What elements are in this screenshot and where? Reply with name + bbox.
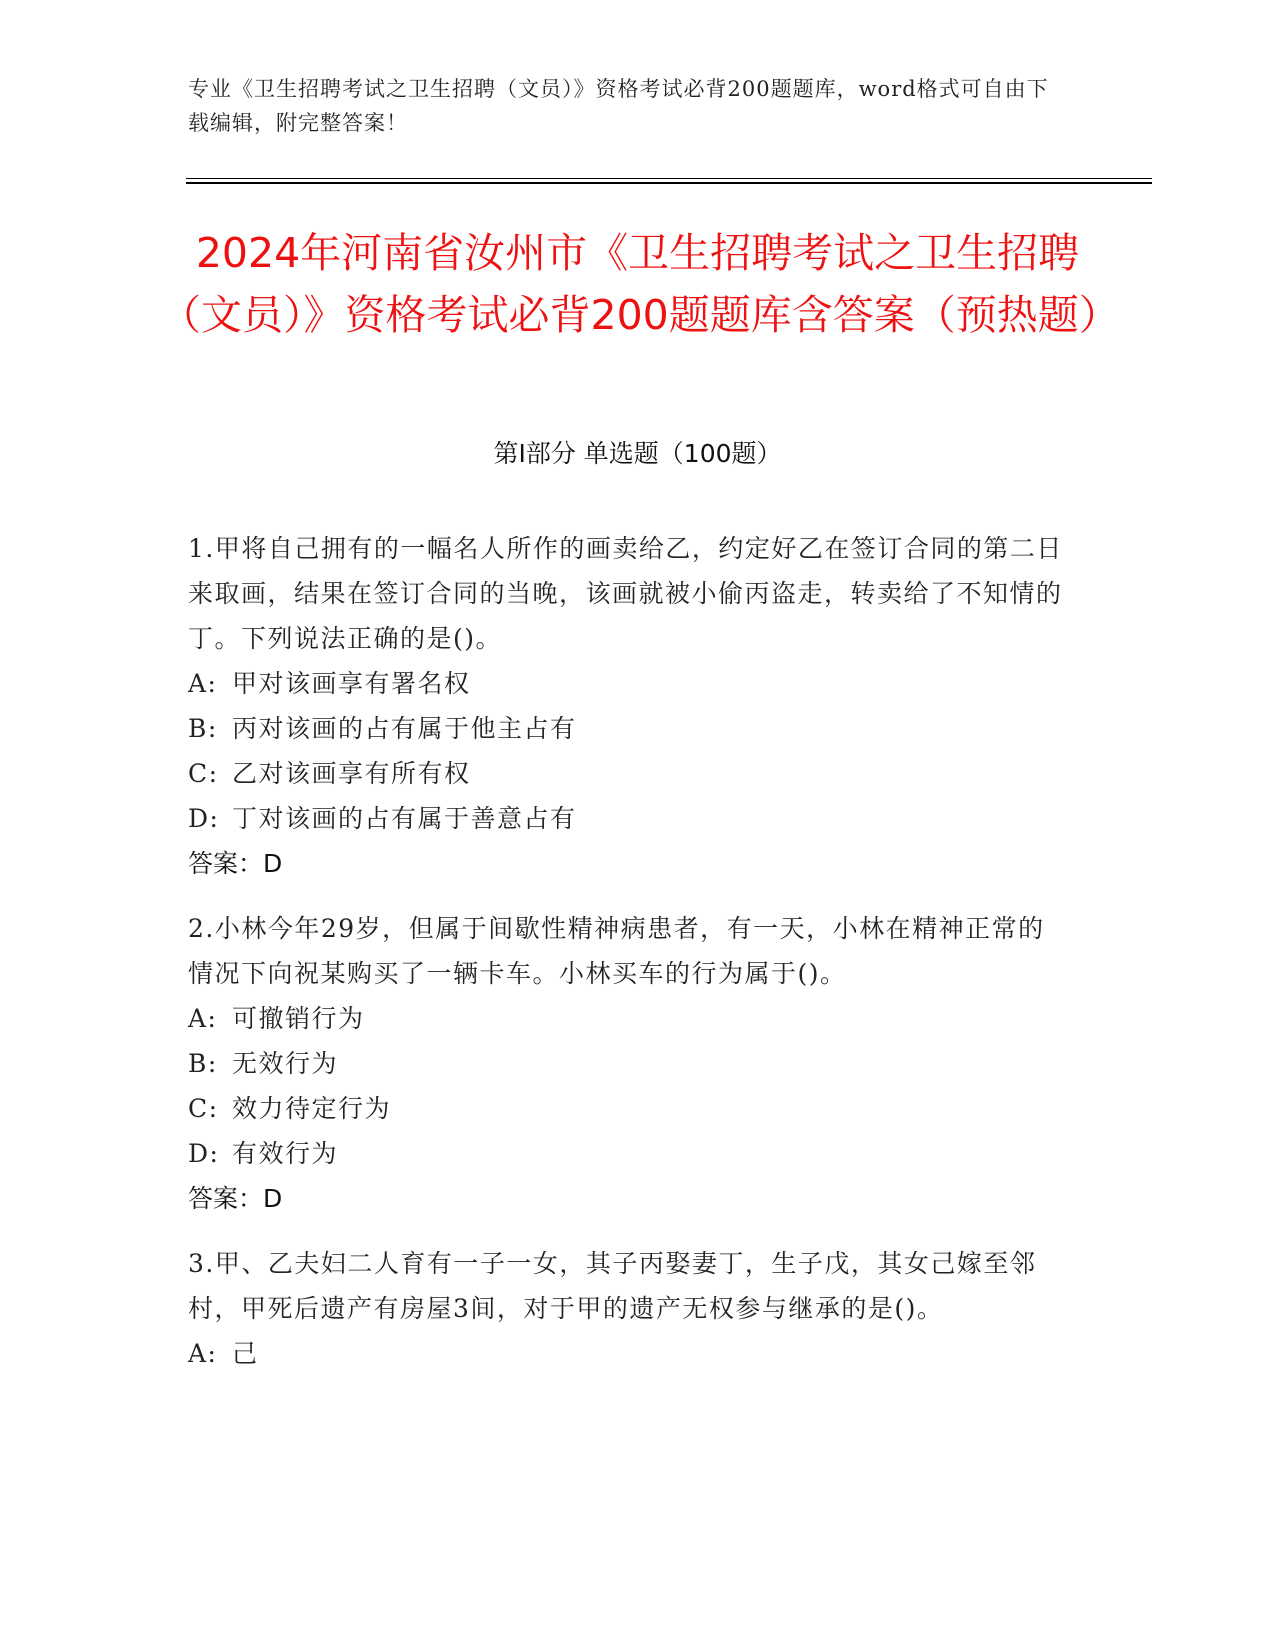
option-text: 丙对该画的占有属于他主占有 (232, 714, 577, 743)
option-a (188, 661, 1068, 706)
option-key: A: (188, 1339, 218, 1368)
option-key: D: (188, 1139, 220, 1168)
question-2 (188, 906, 1068, 1221)
option-text: 甲对该画享有署名权 (232, 669, 471, 698)
option-text: 效力待定行为 (232, 1094, 392, 1123)
option-d (188, 796, 1068, 841)
answer-value: D (263, 849, 283, 878)
header-note: 专业《卫生招聘考试之卫生招聘（文员）》资格考试必背200题题库，word格式可自由下载编辑，附完整答案！ (188, 77, 1049, 135)
option-key: C: (188, 759, 219, 788)
document-title: 2024年河南省汝州市《卫生招聘考试之卫生招聘（文员）》资格考试必背200题题库含答案（预热题） (160, 229, 1120, 339)
option-a (188, 996, 1068, 1041)
answer-label: 答案： (188, 1184, 264, 1213)
question-stem: 1.甲将自己拥有的一幅名人所作的画卖给乙，约定好乙在签订合同的第二日来取画，结果在签订合同的当晚，该画就被小偷丙盗走，转卖给了不知情的丁。下列说法正确的是()。 (188, 534, 1063, 653)
option-text: 可撤销行为 (232, 1004, 365, 1033)
option-b (188, 1041, 1068, 1086)
option-text: 无效行为 (232, 1049, 339, 1078)
answer-label: 答案： (188, 849, 264, 878)
header-divider-thin (186, 178, 1152, 179)
option-key: A: (188, 1004, 218, 1033)
option-text: 己 (232, 1339, 259, 1368)
option-text: 有效行为 (232, 1139, 339, 1168)
question-stem: 3.甲、乙夫妇二人育有一子一女，其子丙娶妻丁，生子戊，其女己嫁至邻村，甲死后遗产有房屋3间，对于甲的遗产无权参与继承的是()。 (188, 1249, 1037, 1323)
option-text: 丁对该画的占有属于善意占有 (232, 804, 577, 833)
option-text: 乙对该画享有所有权 (232, 759, 471, 788)
section-heading: 第Ⅰ部分 单选题（100题） (493, 439, 782, 468)
answer-value: D (263, 1184, 283, 1213)
option-d (188, 1131, 1068, 1176)
option-key: C: (188, 1094, 219, 1123)
header-divider-thick (186, 182, 1152, 184)
option-c (188, 1086, 1068, 1131)
question-3 (188, 1241, 1068, 1376)
answer (188, 1176, 1068, 1221)
option-key: D: (188, 804, 220, 833)
option-c (188, 751, 1068, 796)
option-b (188, 706, 1068, 751)
answer (188, 841, 1068, 886)
question-stem: 2.小林今年29岁，但属于间歇性精神病患者，有一天，小林在精神正常的情况下向祝某购买了一辆卡车。小林买车的行为属于()。 (188, 914, 1045, 988)
option-a (188, 1331, 1068, 1376)
option-key: B: (188, 714, 218, 743)
question-1 (188, 526, 1068, 886)
option-key: B: (188, 1049, 218, 1078)
option-key: A: (188, 669, 218, 698)
question-list (188, 526, 1068, 1396)
